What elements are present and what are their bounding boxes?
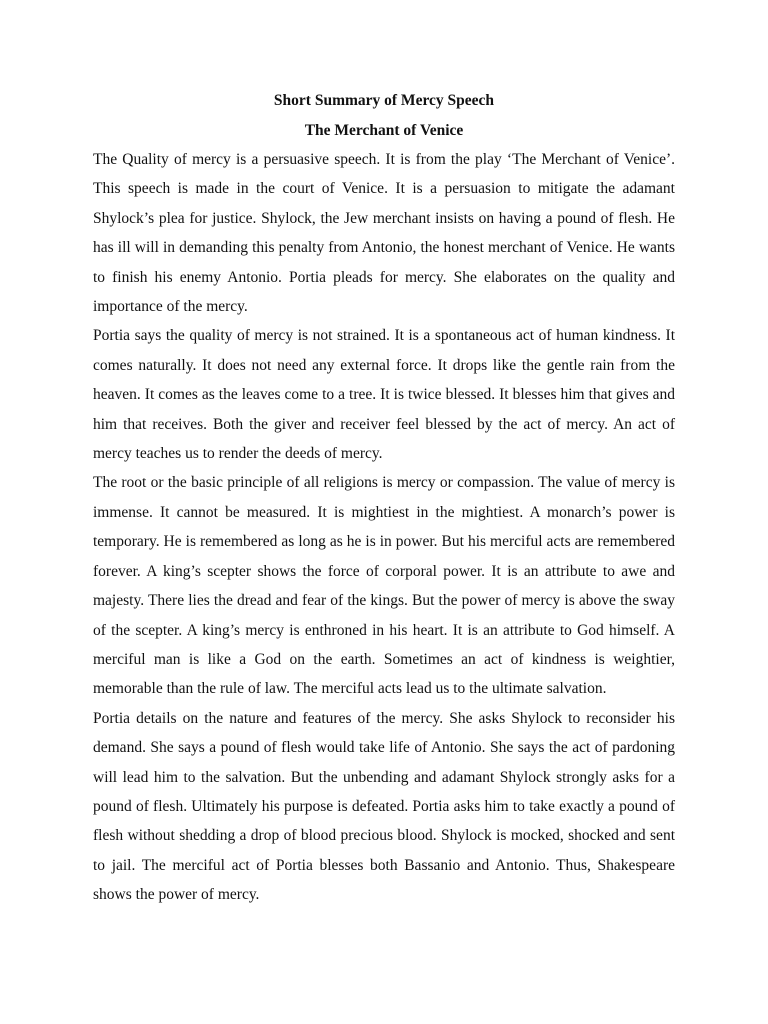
paragraph-1: The Quality of mercy is a persuasive speech. It is from the play ‘The Merchant of Venice’. This speech is made in the court of Venice. It is a persuasion to mitigate the adamant Shylock’s plea for justice. Shylock, the Jew merchant insists on having a pound of flesh. He has ill will in demanding this penalty from Antonio, the honest merchant of Venice. He wants to finish his enemy Antonio. Portia pleads for mercy. She elaborates on the quality and importance of the mercy. (93, 151, 675, 316)
paragraph-2: Portia says the quality of mercy is not strained. It is a spontaneous act of human kindness. It comes naturally. It does not need any external force. It drops like the gentle rain from the heaven. It comes as the leaves come to a tree. It is twice blessed. It blesses him that gives and him that receives. Both the giver and receiver feel blessed by the act of mercy. An act of mercy teaches us to render the deeds of mercy. (93, 327, 675, 463)
paragraph-4: Portia details on the nature and features of the mercy. She asks Shylock to reconsider his demand. She says a pound of flesh would take life of Antonio. She says the act of pardoning will lead him to the salvation. But the unbending and adamant Shylock strongly asks for a pound of flesh. Ultimately his purpose is defeated. Portia asks him to take exactly a pound of flesh without shedding a drop of blood precious blood. Shylock is mocked, shocked and sent to jail. The merciful act of Portia blesses both Bassanio and Antonio. Thus, Shakespeare shows the power of mercy. (93, 709, 675, 904)
document-title: Short Summary of Mercy Speech (273, 92, 495, 109)
document-body (93, 86, 675, 910)
document-subtitle: The Merchant of Venice (304, 121, 464, 139)
paragraph-3: The root or the basic principle of all religions is mercy or compassion. The value of mercy is immense. It cannot be measured. It is mightiest in the mightiest. A monarch’s power is temporary. He is remembered as long as he is in power. But his merciful acts are remembered forever. A king’s scepter shows the force of corporal power. It is an attribute to awe and majesty. There lies the dread and fear of the kings. But the power of mercy is above the sway of the scepter. A king’s mercy is enthroned in his heart. It is an attribute to God himself. A merciful man is like a God on the earth. Sometimes an act of kindness is weightier, memorable than the rule of law. The merciful acts lead us to the ultimate salvation. (93, 474, 675, 698)
